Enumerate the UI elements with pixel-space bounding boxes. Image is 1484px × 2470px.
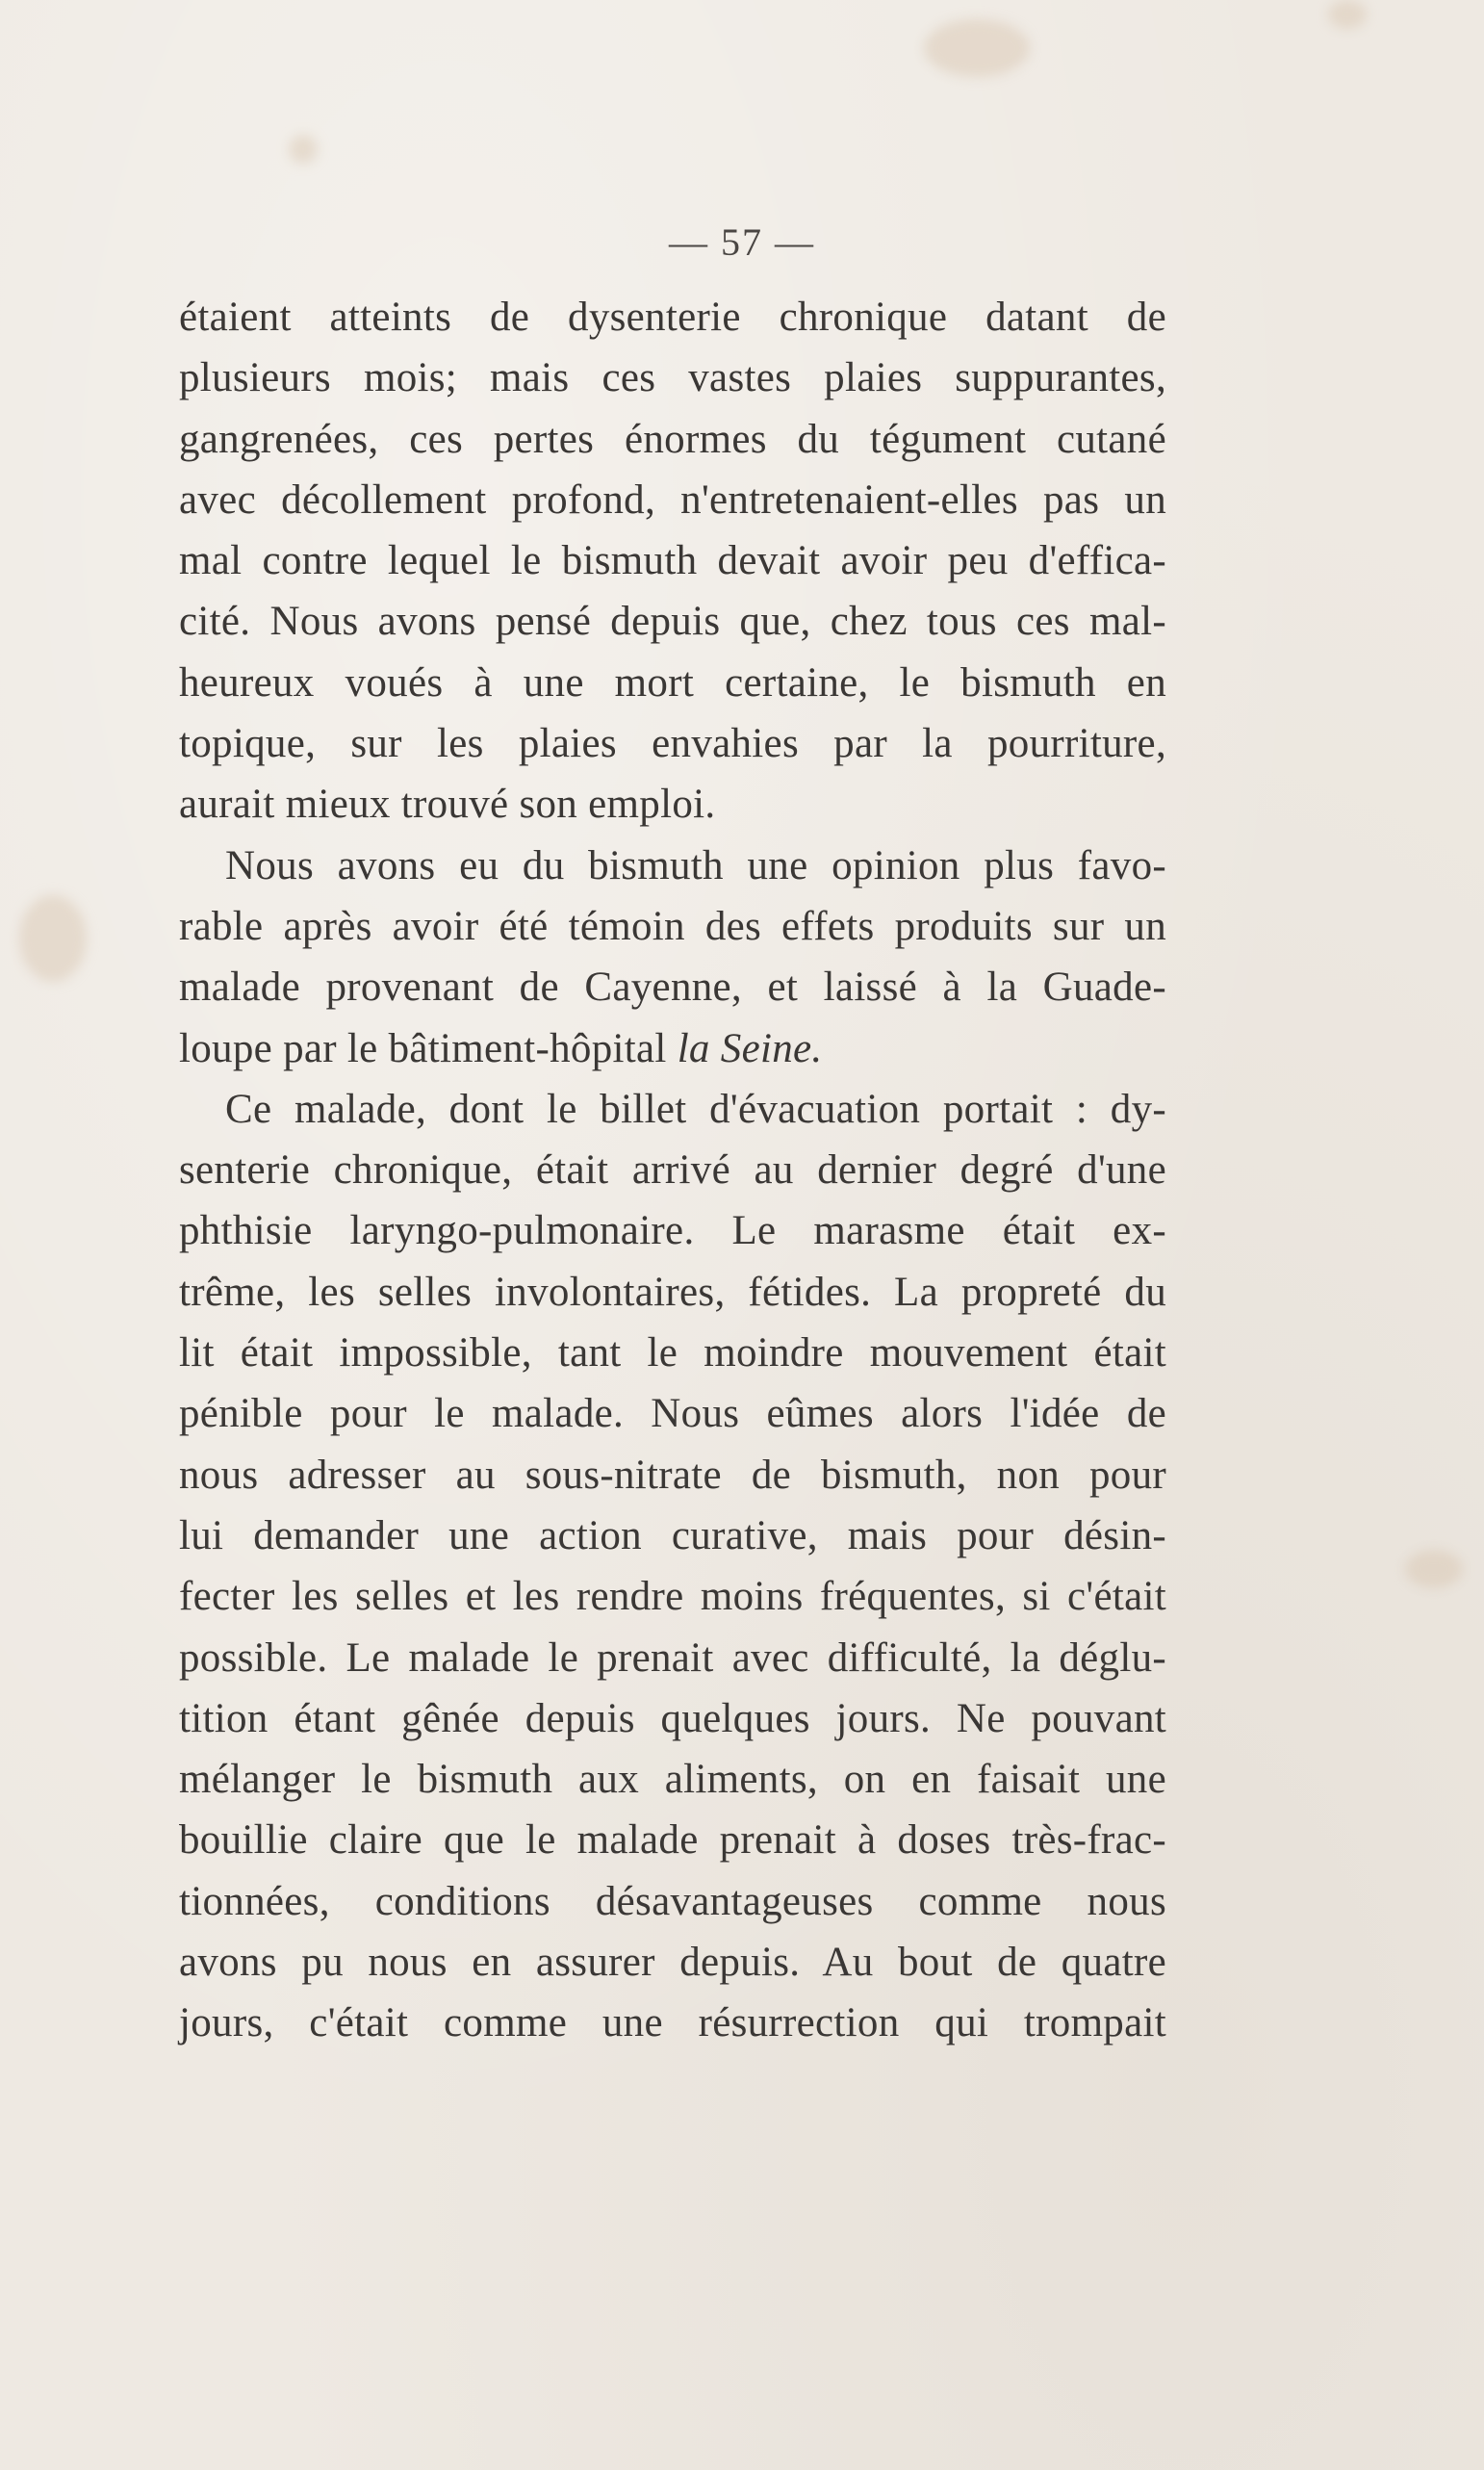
text-line: heureux voués à une mort certaine, le bismuth en (179, 659, 1166, 706)
body-text (179, 287, 1166, 2054)
text-fragment: loupe par le bâtiment-hôpital (179, 1025, 678, 1071)
text-line: mélanger le bismuth aux aliments, on en faisait une (179, 1757, 1166, 1803)
text-line: cité. Nous avons pensé depuis que, chez tous ces mal- (179, 599, 1166, 645)
paper-stain (289, 135, 318, 164)
text-line: rable après avoir été témoin des effets produits sur un (179, 903, 1166, 949)
text-line: lui demander une action curative, mais pour désin- (179, 1512, 1166, 1558)
text-line: avons pu nous en assurer depuis. Au bout de quatre (179, 1940, 1166, 1986)
text-line: trême, les selles involontaires, fétides. La propreté du (179, 1269, 1166, 1315)
text-line: senterie chronique, était arrivé au dernier degré d'une (179, 1147, 1166, 1194)
text-line: topique, sur les plaies envahies par la pourriture, (179, 721, 1166, 767)
paper-stain (924, 19, 1030, 77)
text-line: étaient atteints de dysenterie chronique datant de (179, 295, 1166, 340)
text-line: nous adresser au sous-nitrate de bismuth, non pour (179, 1452, 1166, 1498)
text-line: tionnées, conditions désavantageuses comme nous (179, 1878, 1166, 1924)
paper-stain (1405, 1550, 1463, 1588)
text-line: aurait mieux trouvé son emploi. (179, 782, 716, 828)
text-line: mal contre lequel le bismuth devait avoir peu d'effica- (179, 538, 1166, 584)
text-line: avec décollement profond, n'entretenaient-elles pas un (179, 476, 1166, 523)
page-number: — 57 — (669, 220, 815, 264)
text-line: tition étant gênée depuis quelques jours. Ne pouvant (179, 1695, 1166, 1741)
text-line: lit était impossible, tant le moindre mouvement était (179, 1330, 1166, 1377)
text-line: gangrenées, ces pertes énormes du tégument cutané (179, 416, 1166, 462)
text-line: Ce malade, dont le billet d'évacuation portait : dy- (225, 1086, 1166, 1132)
text-line: possible. Le malade le prenait avec difficulté, la déglu- (179, 1634, 1166, 1681)
text-line: bouillie claire que le malade prenait à doses très-frac- (179, 1817, 1166, 1864)
text-line: pénible pour le malade. Nous eûmes alors l'idée de (179, 1391, 1166, 1437)
text-line: fecter les selles et les rendre moins fréquentes, si c'était (179, 1574, 1166, 1620)
text-line: phthisie laryngo-pulmonaire. Le marasme était ex- (179, 1208, 1166, 1254)
text-line: plusieurs mois; mais ces vastes plaies suppurantes, (179, 355, 1166, 401)
paper-stain (1328, 0, 1367, 29)
text-line: Nous avons eu du bismuth une opinion plus favo- (225, 842, 1166, 888)
paper-stain (19, 895, 87, 982)
text-line (179, 1018, 1166, 1079)
text-line: jours, c'était comme une résurrection qui trompait (179, 2000, 1166, 2046)
ship-name: la Seine. (677, 1025, 823, 1071)
text-line: malade provenant de Cayenne, et laissé à la Guade- (179, 965, 1166, 1011)
